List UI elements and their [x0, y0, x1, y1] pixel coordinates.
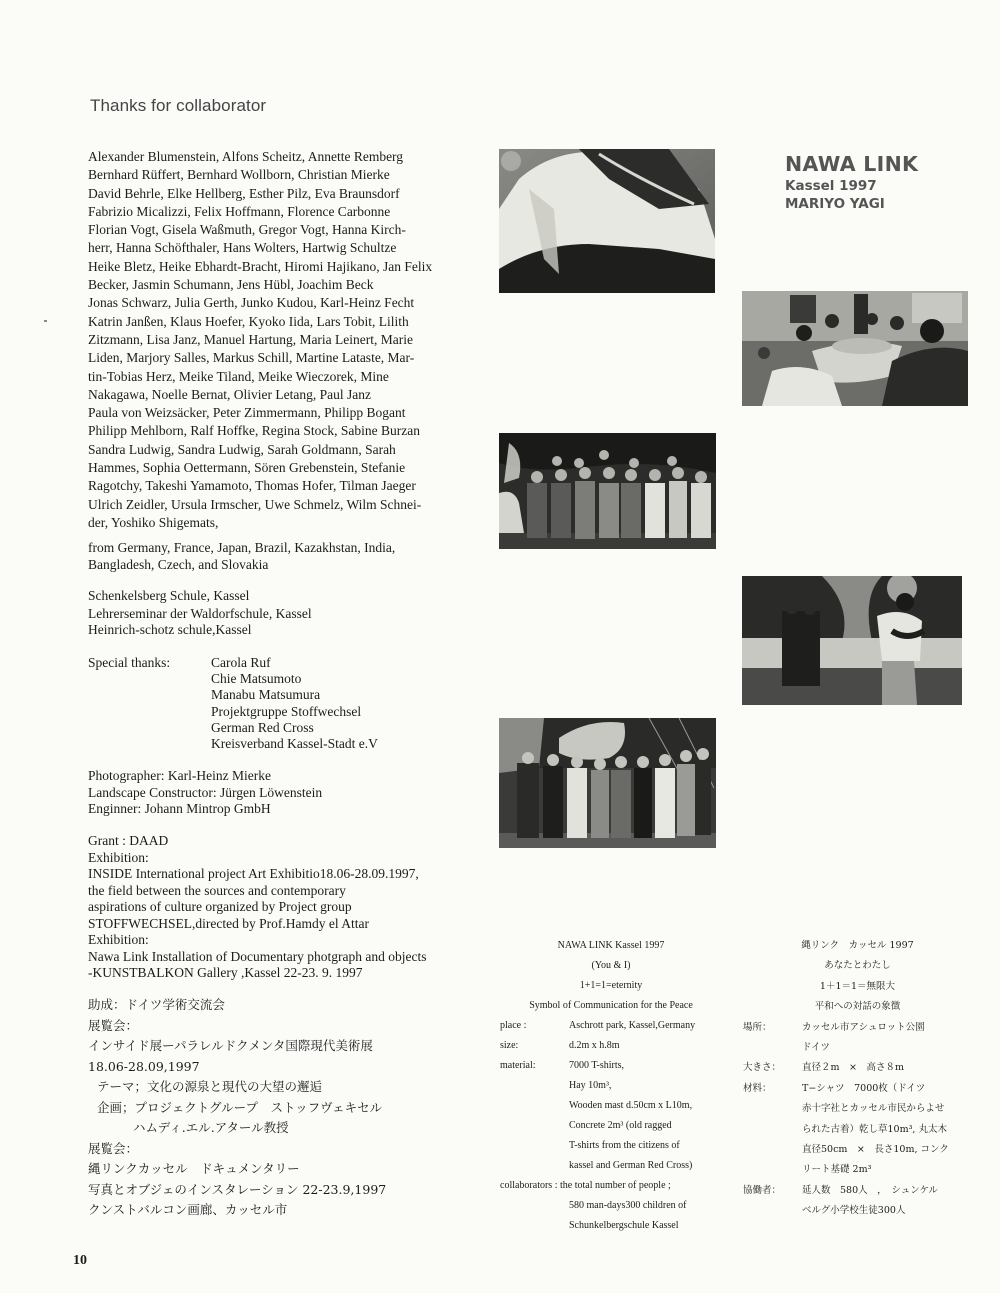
page-number: 10: [73, 1253, 87, 1268]
jp-spec-collaborators-line: 延人数 580人 ， シュンケル: [802, 1184, 939, 1196]
jp-line: クンストバルコン画廊、カッセル市: [88, 1202, 288, 1217]
jp-spec-size-value: 直径２m × 高さ８m: [802, 1062, 904, 1074]
names-line: Sandra Ludwig, Sandra Ludwig, Sarah Goldmann, Sarah: [88, 441, 396, 457]
jp-spec-material-line: 直径50cm × 長さ10m, コンク: [802, 1143, 949, 1155]
names-line: Alexander Blumenstein, Alfons Scheitz, Annette Remberg: [88, 149, 404, 164]
special-thanks-list: [211, 655, 378, 752]
special-thanks-item: Carola Ruf: [211, 655, 271, 670]
spec-collaborators-label: collaborators : the total number of people ;: [500, 1180, 671, 1191]
grant-line: STOFFWECHSEL,directed by Prof.Hamdy el Attar: [88, 915, 369, 931]
countries-line: Bangladesh, Czech, and Slovakia: [88, 556, 269, 572]
names-line: Nakagawa, Noelle Bernat, Olivier Letang, Paul Janz: [88, 386, 372, 402]
jp-spec-material-row: [740, 1160, 975, 1180]
collaborator-names: [88, 148, 478, 532]
jp-spec-material-row: [740, 1120, 975, 1140]
spec-material-line: kassel and German Red Cross): [569, 1160, 693, 1171]
jp-spec-subtitle: あなたとわたし: [824, 960, 891, 972]
grant-line: aspirations of culture organized by Project group: [88, 899, 352, 914]
jp-spec-material-line: られた古着）乾し草10m³, 丸太木: [802, 1123, 947, 1135]
names-line: herr, Hanna Schöfthaler, Hans Wolters, Hartwig Schultze: [88, 240, 397, 256]
jp-spec-size-label: 大きさ：: [743, 1062, 782, 1074]
jp-line: 助成：ドイツ学術交流会: [88, 997, 225, 1012]
photo-group-sculpture: [499, 718, 716, 848]
japanese-info: [88, 995, 386, 1221]
jp-spec-material-row: [740, 1079, 975, 1099]
jp-spec-tagline: 平和への対話の象徴: [814, 1001, 901, 1013]
page-heading: Thanks for collaborator: [90, 96, 267, 115]
credit-photographer: Photographer: Karl-Heinz Mierke: [88, 768, 271, 783]
names-line: Hammes, Sophia Oettermann, Sören Grebenstein, Stefanie: [88, 460, 406, 476]
special-thanks-item: Manabu Matsumura: [211, 687, 321, 703]
jp-line: 縄リンクカッセル ドキュメンタリー: [88, 1161, 300, 1176]
schools-list: [88, 588, 312, 639]
names-line: Zitzmann, Lisa Janz, Manuel Hartung, Maria Leinert, Marie: [88, 331, 414, 347]
photo-embrace-closeup: [499, 149, 715, 293]
special-thanks-item: German Red Cross: [211, 719, 314, 735]
spec-material-row: [497, 1116, 725, 1136]
photo-embrace-closeup-image: [499, 149, 715, 293]
print-speck: [44, 320, 47, 322]
spec-place-row: [497, 1016, 725, 1036]
countries-line: from Germany, France, Japan, Brazil, Kazakhstan, India,: [88, 540, 396, 555]
japanese-spec: [740, 936, 975, 1222]
spec-material-line: 7000 T-shirts,: [569, 1060, 625, 1071]
names-line: Florian Vogt, Gisela Waßmuth, Gregor Vogt, Hanna Kirch-: [88, 222, 406, 238]
spec-material-line: Concrete 2m³ (old ragged: [569, 1120, 672, 1131]
photo-dinner-table: [742, 291, 968, 406]
spec-equation: 1+1=1=eternity: [579, 980, 643, 991]
jp-spec-size-row: [740, 1058, 975, 1078]
names-line: Liden, Marjory Salles, Markus Schill, Martine Lataste, Mar-: [88, 350, 415, 366]
special-thanks-item: Chie Matsumoto: [211, 671, 302, 687]
grant-line: Grant : DAAD: [88, 833, 169, 848]
spec-material-row: [497, 1076, 725, 1096]
spec-subtitle: (You & I): [591, 960, 631, 971]
spec-material-line: Wooden mast d.50cm x L10m,: [569, 1100, 693, 1111]
artist-name: MARIYO YAGI: [785, 196, 885, 212]
grant-line: -KUNSTBALKON Gallery ,Kassel 22-23. 9. 1997: [88, 965, 363, 980]
spec-collaborators-row: [497, 1196, 725, 1216]
spec-material-row: [497, 1156, 725, 1176]
spec-material-line: T-shirts from the citizens of: [569, 1140, 680, 1151]
jp-spec-collaborators-row: [740, 1201, 975, 1221]
names-line: Fabrizio Micalizzi, Felix Hoffmann, Florence Carbonne: [88, 203, 391, 219]
spec-size-value: d.2m x h.8m: [569, 1040, 620, 1051]
spec-collaborators-line: Schunkelbergschule Kassel: [569, 1220, 679, 1231]
jp-line: インサイド展ーパラレルドクメンタ国際現代美術展: [88, 1038, 373, 1053]
spec-title: NAWA LINK Kassel 1997: [557, 940, 665, 951]
names-line: Bernhard Rüffert, Bernhard Wollborn, Christian Mierke: [88, 167, 390, 183]
grant-line: the field between the sources and contemporary: [88, 882, 346, 898]
photo-group-standing: [499, 433, 716, 549]
jp-spec-place-label: 場所：: [743, 1021, 772, 1033]
spec-material-row: [497, 1136, 725, 1156]
names-line: Katrin Janßen, Klaus Hoefer, Kyoko Iida, Lars Tobit, Lilith: [88, 313, 409, 329]
jp-line: 展覧会：: [88, 1140, 139, 1156]
names-line: Heike Bletz, Heike Ebhardt-Bracht, Hiromi Hajikano, Jan Felix: [88, 258, 433, 274]
project-subtitle: Kassel 1997: [785, 178, 877, 194]
jp-line: ハムディ.エル.アタール教授: [133, 1120, 289, 1135]
spec-material-line: Hay 10m³,: [569, 1080, 612, 1091]
special-thanks-item: Projektgruppe Stoffwechsel: [211, 703, 362, 719]
spec-collaborators-line: 580 man-days300 children of: [569, 1200, 687, 1211]
credit-engineer: Enginner: Johann Mintrop GmbH: [88, 801, 271, 816]
english-spec: [497, 936, 725, 1236]
grant-exhibition-info: [88, 833, 427, 982]
jp-spec-place-row: [740, 1038, 975, 1058]
jp-spec-material-row: [740, 1099, 975, 1119]
jp-spec-material-line: T−シャツ 7000枚（ドイツ: [802, 1082, 926, 1094]
jp-spec-place-line: ドイツ: [802, 1042, 831, 1054]
jp-spec-place-line: カッセル市アシュロット公園: [802, 1021, 925, 1033]
jp-line: 写真とオブジェのインスタレーション 22-23.9,1997: [88, 1181, 387, 1197]
names-line: Ulrich Zeidler, Ursula Irmscher, Uwe Schmelz, Wilm Schnei-: [88, 496, 422, 512]
jp-spec-material-line: リート基礎 2m³: [802, 1164, 872, 1176]
project-title: NAWA LINK: [785, 152, 919, 176]
names-line: Jonas Schwarz, Julia Gerth, Junko Kudou, Karl-Heinz Fecht: [88, 295, 415, 311]
names-line: tin-Tobias Herz, Meike Tiland, Meike Wieczorek, Mine: [88, 368, 389, 384]
names-line: Paula von Weizsäcker, Peter Zimmermann, Philipp Bogant: [88, 405, 406, 421]
names-line: David Behrle, Elke Hellberg, Esther Pilz, Eva Braunsdorf: [88, 185, 400, 201]
jp-line: テーマ；文化の源泉と現代の大望の邂逅: [97, 1079, 323, 1094]
jp-line: 展覧会：: [88, 1017, 139, 1033]
names-line: Becker, Jasmin Schumann, Jens Hübl, Joachim Beck: [88, 277, 374, 293]
spec-place-label: place :: [500, 1020, 527, 1031]
spec-collaborators-row: [497, 1176, 725, 1196]
jp-spec-collaborators-label: 協働者：: [743, 1184, 782, 1196]
credit-landscape: Landscape Constructor: Jürgen Löwenstein: [88, 784, 323, 800]
photo-embrace-park-image: [742, 576, 962, 705]
spec-material-row: [497, 1056, 725, 1076]
jp-line: 18.06-28.09,1997: [88, 1058, 200, 1074]
jp-spec-material-row: [740, 1140, 975, 1160]
photo-dinner-table-image: [742, 291, 968, 406]
spec-material-row: [497, 1096, 725, 1116]
spec-tagline: Symbol of Communication for the Peace: [529, 1000, 693, 1011]
names-line: der, Yoshiko Shigemats,: [88, 514, 219, 530]
school-item: Lehrerseminar der Waldorfschule, Kassel: [88, 605, 312, 621]
grant-line: Exhibition:: [88, 849, 149, 865]
school-item: Heinrich-schotz schule,Kassel: [88, 622, 252, 637]
jp-spec-title: 縄リンク カッセル 1997: [801, 940, 914, 951]
jp-spec-place-row: [740, 1018, 975, 1038]
names-line: Philipp Mehlborn, Ralf Hoffke, Regina Stock, Sabine Burzan: [88, 423, 420, 439]
school-item: Schenkelsberg Schule, Kassel: [88, 588, 250, 603]
jp-line: 企画；プロジェクトグループ ストッフヴェキセル: [97, 1099, 383, 1115]
grant-line: Exhibition:: [88, 932, 149, 947]
spec-size-row: [497, 1036, 725, 1056]
grant-line: Nawa Link Installation of Documentary photgraph and objects: [88, 948, 427, 964]
photo-group-standing-image: [499, 433, 716, 549]
spec-place-value: Aschrott park, Kassel,Germany: [569, 1020, 696, 1031]
names-line: Ragotchy, Takeshi Yamamoto, Thomas Hofer, Tilman Jaeger: [88, 478, 416, 494]
spec-collaborators-row: [497, 1216, 725, 1236]
special-thanks-item: Kreisverband Kassel-Stadt e.V: [211, 736, 378, 752]
grant-line: INSIDE International project Art Exhibitio18.06-28.09.1997,: [88, 866, 419, 881]
special-thanks-label: Special thanks:: [88, 655, 171, 670]
jp-spec-collaborators-row: [740, 1181, 975, 1201]
jp-spec-equation: 1＋1＝1＝無限大: [819, 980, 896, 992]
jp-spec-material-line: 赤十字社とカッセル市民からよせ: [802, 1103, 945, 1115]
project-title-block: [785, 152, 918, 213]
photo-group-sculpture-image: [499, 718, 716, 848]
credits: [88, 768, 322, 818]
countries-note: [88, 540, 478, 573]
jp-spec-material-label: 材料：: [743, 1082, 772, 1094]
spec-material-label: material:: [500, 1060, 536, 1071]
jp-spec-collaborators-line: ベルグ小学校生徒300人: [802, 1205, 906, 1217]
photo-embrace-park: [742, 576, 962, 705]
spec-size-label: size:: [500, 1040, 519, 1051]
